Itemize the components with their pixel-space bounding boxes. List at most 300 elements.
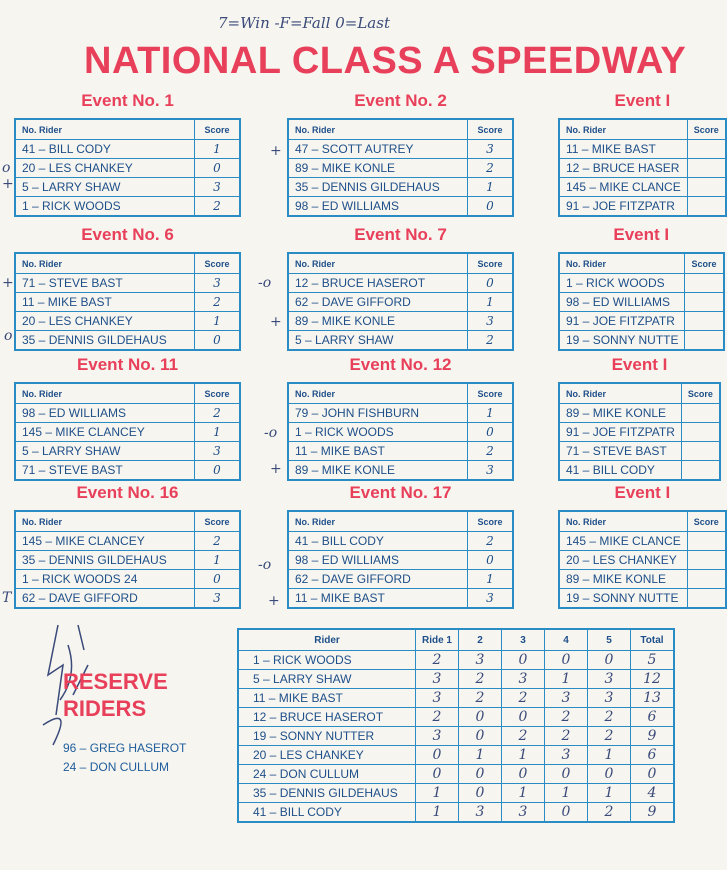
table-row	[559, 331, 724, 351]
event-card	[14, 483, 241, 609]
rider-score: 0	[195, 570, 241, 589]
table-row	[288, 404, 513, 423]
event-title: Event I	[614, 483, 671, 502]
table-row	[238, 689, 674, 708]
margin-mark: -o	[258, 275, 272, 291]
rider-name: 12 – BRUCE HASEROT	[288, 274, 468, 293]
table-row	[15, 140, 240, 159]
rider-name: 145 – MIKE CLANCEY	[15, 532, 195, 551]
rider-score	[685, 312, 724, 331]
ride-score: 0	[502, 765, 545, 784]
ride-score: 1	[588, 746, 631, 765]
event-card	[14, 355, 241, 481]
ride-score: 2	[545, 727, 588, 746]
ride-score: 3	[416, 670, 459, 689]
ride-score: 3	[545, 689, 588, 708]
rider-score: 2	[468, 532, 514, 551]
rider-name: 19 – SONNY NUTTE	[559, 589, 687, 609]
rider-name: 98 – ED WILLIAMS	[559, 293, 685, 312]
rider-name: 19 – SONNY NUTTER	[238, 727, 416, 746]
rider-score: 2	[468, 159, 514, 178]
table-row	[238, 708, 674, 727]
rider-score: 2	[195, 532, 241, 551]
rider-name: 20 – LES CHANKEY	[15, 312, 195, 331]
rider-score: 0	[468, 423, 514, 442]
table-row	[559, 140, 726, 159]
col-no-rider: No. Rider	[288, 511, 468, 532]
rider-name: 79 – JOHN FISHBURN	[288, 404, 468, 423]
event-card	[558, 225, 725, 351]
col-ride5: 5	[588, 629, 631, 651]
event-title: Event I	[611, 355, 668, 374]
rider-name: 35 – DENNIS GILDEHAUS	[238, 784, 416, 803]
table-row	[559, 404, 720, 423]
rider-name: 91 – JOE FITZPATR	[559, 312, 685, 331]
col-no-rider: No. Rider	[15, 511, 195, 532]
event-title: Event No. 6	[81, 225, 174, 244]
reserve-riders-list	[63, 739, 186, 777]
reserve-rider: 96 – GREG HASEROT	[63, 741, 187, 755]
col-no-rider: No. Rider	[15, 253, 195, 274]
table-row	[288, 589, 513, 609]
margin-mark: T	[2, 590, 12, 606]
table-row	[288, 178, 513, 197]
rider-score: 1	[468, 293, 514, 312]
col-no-rider: No. Rider	[288, 383, 468, 404]
rider-score	[685, 293, 724, 312]
rider-name: 89 – MIKE KONLE	[288, 461, 468, 481]
rider-name: 20 – LES CHANKEY	[15, 159, 195, 178]
table-row	[559, 159, 726, 178]
event-title: Event No. 16	[76, 483, 179, 502]
rider-name: 35 – DENNIS GILDEHAUS	[15, 331, 195, 351]
table-row	[288, 423, 513, 442]
rider-name: 20 – LES CHANKEY	[559, 551, 687, 570]
col-no-rider: No. Rider	[15, 383, 195, 404]
event-card	[14, 91, 241, 217]
table-row	[15, 404, 240, 423]
ride-score: 0	[502, 651, 545, 670]
rider-score: 1	[195, 423, 241, 442]
rider-score: 2	[468, 331, 514, 351]
table-row	[15, 570, 240, 589]
event-table	[14, 252, 241, 351]
event-table	[14, 510, 241, 609]
ride-score: 2	[416, 708, 459, 727]
table-row	[288, 293, 513, 312]
rider-name: 145 – MIKE CLANCE	[559, 178, 687, 197]
col-score: Score	[195, 383, 241, 404]
ride-score: 1	[545, 670, 588, 689]
table-row	[15, 331, 240, 351]
ride-score: 2	[502, 727, 545, 746]
table-row	[288, 197, 513, 217]
rider-score	[681, 442, 720, 461]
rider-total: 9	[631, 803, 675, 823]
rider-name: 71 – STEVE BAST	[559, 442, 681, 461]
margin-mark: -o	[258, 557, 272, 573]
ride-score: 0	[459, 784, 502, 803]
rider-name: 5 – LARRY SHAW	[288, 331, 468, 351]
rider-name: 11 – MIKE BAST	[288, 589, 468, 609]
reserve-rider: 24 – DON CULLUM	[63, 760, 170, 774]
rider-name: 41 – BILL CODY	[15, 140, 195, 159]
rider-score: 3	[468, 461, 514, 481]
col-no-rider: No. Rider	[288, 119, 468, 140]
table-row	[15, 293, 240, 312]
col-no-rider: No. Rider	[559, 511, 687, 532]
event-card	[287, 483, 514, 609]
col-score: Score	[685, 253, 724, 274]
ride-score: 3	[416, 727, 459, 746]
table-row	[238, 803, 674, 823]
table-row	[288, 442, 513, 461]
rider-score: 1	[468, 178, 514, 197]
table-row	[15, 423, 240, 442]
col-total: Total	[631, 629, 675, 651]
rider-score	[685, 331, 724, 351]
ride-score: 0	[502, 708, 545, 727]
col-rider: Rider	[238, 629, 416, 651]
event-card	[287, 91, 514, 217]
event-card	[287, 225, 514, 351]
rider-score: 3	[195, 178, 241, 197]
margin-mark: +	[2, 176, 14, 192]
table-row	[15, 178, 240, 197]
ride-score: 0	[545, 651, 588, 670]
rider-score: 2	[468, 442, 514, 461]
table-row	[15, 312, 240, 331]
event-title: Event No. 17	[349, 483, 452, 502]
ride-score: 2	[588, 803, 631, 823]
ride-score: 3	[588, 670, 631, 689]
col-score: Score	[687, 119, 726, 140]
col-no-rider: No. Rider	[559, 253, 685, 274]
ride-score: 2	[588, 727, 631, 746]
event-table	[287, 118, 514, 217]
rider-score	[687, 178, 726, 197]
table-row	[15, 159, 240, 178]
event-card	[558, 355, 721, 481]
rider-name: 98 – ED WILLIAMS	[15, 404, 195, 423]
ride-score: 0	[459, 765, 502, 784]
ride-score: 3	[459, 803, 502, 823]
col-score: Score	[468, 253, 514, 274]
ride-score: 2	[545, 708, 588, 727]
rider-score	[681, 461, 720, 481]
rider-name: 91 – JOE FITZPATR	[559, 423, 681, 442]
ride-score: 3	[545, 746, 588, 765]
table-row	[559, 293, 724, 312]
rider-score: 1	[468, 404, 514, 423]
reserve-title-line1: RESERVE	[63, 669, 168, 694]
table-row	[288, 532, 513, 551]
rider-total: 9	[631, 727, 675, 746]
margin-mark: +	[270, 461, 282, 477]
margin-mark: +	[270, 314, 282, 330]
table-row	[238, 746, 674, 765]
table-row	[238, 727, 674, 746]
table-row	[288, 140, 513, 159]
table-row	[238, 670, 674, 689]
table-row	[559, 178, 726, 197]
table-row	[559, 570, 726, 589]
col-score: Score	[468, 511, 514, 532]
rider-name: 62 – DAVE GIFFORD	[15, 589, 195, 609]
event-table	[287, 252, 514, 351]
margin-mark: -o	[264, 425, 278, 441]
event-table	[14, 382, 241, 481]
rider-name: 35 – DENNIS GILDEHAUS	[288, 178, 468, 197]
rider-score: 2	[195, 197, 241, 217]
event-title: Event No. 12	[349, 355, 452, 374]
col-no-rider: No. Rider	[288, 253, 468, 274]
rider-name: 11 – MIKE BAST	[238, 689, 416, 708]
ride-score: 0	[416, 765, 459, 784]
event-card	[287, 355, 514, 481]
table-row	[238, 765, 674, 784]
rider-score: 1	[195, 140, 241, 159]
rider-score: 0	[468, 197, 514, 217]
rider-score: 0	[195, 159, 241, 178]
rider-score: 3	[468, 589, 514, 609]
col-ride3: 3	[502, 629, 545, 651]
table-row	[288, 274, 513, 293]
event-table	[558, 510, 727, 609]
rider-name: 41 – BILL CODY	[288, 532, 468, 551]
rider-total: 6	[631, 746, 675, 765]
rider-score: 1	[468, 570, 514, 589]
table-row	[559, 589, 726, 609]
rider-score	[687, 589, 726, 609]
event-title: Event I	[614, 91, 671, 110]
event-title: Event No. 1	[81, 91, 174, 110]
rider-total: 13	[631, 689, 675, 708]
ride-score: 2	[588, 708, 631, 727]
rider-score: 3	[195, 274, 241, 293]
rider-name: 89 – MIKE KONLE	[559, 404, 681, 423]
rider-name: 12 – BRUCE HASEROT	[238, 708, 416, 727]
rider-total: 4	[631, 784, 675, 803]
event-title: Event No. 7	[354, 225, 447, 244]
table-row	[288, 159, 513, 178]
table-row	[559, 312, 724, 331]
rider-score	[687, 159, 726, 178]
table-row	[15, 532, 240, 551]
rider-name: 89 – MIKE KONLE	[288, 312, 468, 331]
rider-name: 41 – BILL CODY	[559, 461, 681, 481]
rider-name: 19 – SONNY NUTTE	[559, 331, 685, 351]
table-row	[559, 532, 726, 551]
event-table	[558, 252, 725, 351]
event-title: Event No. 11	[76, 355, 179, 374]
rider-score: 2	[195, 404, 241, 423]
margin-mark: +	[268, 593, 280, 609]
event-card	[14, 225, 241, 351]
rider-total: 6	[631, 708, 675, 727]
rider-score	[687, 197, 726, 217]
rider-score: 1	[195, 551, 241, 570]
event-table	[14, 118, 241, 217]
event-title: Event No. 2	[354, 91, 447, 110]
table-row	[559, 423, 720, 442]
ride-score: 3	[459, 651, 502, 670]
col-score: Score	[687, 511, 726, 532]
rider-name: 98 – ED WILLIAMS	[288, 197, 468, 217]
event-table	[558, 118, 727, 217]
table-row	[559, 442, 720, 461]
rider-name: 89 – MIKE KONLE	[288, 159, 468, 178]
rider-score: 3	[195, 589, 241, 609]
rider-name: 11 – MIKE BAST	[288, 442, 468, 461]
ride-score: 2	[459, 689, 502, 708]
table-row	[15, 197, 240, 217]
ride-score: 1	[502, 746, 545, 765]
col-no-rider: No. Rider	[559, 383, 681, 404]
rider-name: 98 – ED WILLIAMS	[288, 551, 468, 570]
rider-name: 11 – MIKE BAST	[15, 293, 195, 312]
col-ride2: 2	[459, 629, 502, 651]
table-row	[288, 551, 513, 570]
rider-name: 41 – BILL CODY	[238, 803, 416, 823]
col-ride1: Ride 1	[416, 629, 459, 651]
rider-score	[687, 551, 726, 570]
table-row	[15, 551, 240, 570]
rider-name: 62 – DAVE GIFFORD	[288, 570, 468, 589]
rider-name: 1 – RICK WOODS	[15, 197, 195, 217]
table-row	[559, 274, 724, 293]
col-score: Score	[468, 383, 514, 404]
rider-name: 71 – STEVE BAST	[15, 274, 195, 293]
rider-name: 5 – LARRY SHAW	[238, 670, 416, 689]
ride-score: 0	[588, 651, 631, 670]
col-score: Score	[195, 119, 241, 140]
rider-score	[687, 570, 726, 589]
col-no-rider: No. Rider	[559, 119, 687, 140]
rider-score: 0	[468, 551, 514, 570]
ride-score: 0	[416, 746, 459, 765]
rider-name: 145 – MIKE CLANCEY	[15, 423, 195, 442]
rider-total: 0	[631, 765, 675, 784]
margin-mark: o	[4, 328, 13, 344]
rider-score: 3	[468, 140, 514, 159]
rider-score	[687, 140, 726, 159]
margin-mark: o	[2, 160, 11, 176]
rider-name: 91 – JOE FITZPATR	[559, 197, 687, 217]
table-row	[288, 570, 513, 589]
page-title: NATIONAL CLASS A SPEEDWAY	[84, 40, 687, 82]
ride-score: 1	[502, 784, 545, 803]
col-score: Score	[468, 119, 514, 140]
event-table	[287, 382, 514, 481]
table-row	[15, 461, 240, 481]
margin-mark: +	[2, 275, 14, 291]
rider-name: 1 – RICK WOODS	[238, 651, 416, 670]
table-row	[238, 651, 674, 670]
ride-score: 1	[416, 803, 459, 823]
rider-score: 0	[195, 461, 241, 481]
ride-score: 0	[459, 708, 502, 727]
rider-score	[685, 274, 724, 293]
ride-score: 0	[588, 765, 631, 784]
event-title: Event I	[613, 225, 670, 244]
rider-name: 89 – MIKE KONLE	[559, 570, 687, 589]
ride-score: 3	[502, 803, 545, 823]
rider-name: 11 – MIKE BAST	[559, 140, 687, 159]
rider-name: 35 – DENNIS GILDEHAUS	[15, 551, 195, 570]
rider-score	[687, 532, 726, 551]
ride-score: 0	[545, 803, 588, 823]
rider-score: 0	[468, 274, 514, 293]
rider-score: 1	[195, 312, 241, 331]
ride-score: 2	[416, 651, 459, 670]
table-row	[238, 784, 674, 803]
ride-score: 2	[502, 689, 545, 708]
rider-name: 12 – BRUCE HASER	[559, 159, 687, 178]
rider-name: 62 – DAVE GIFFORD	[288, 293, 468, 312]
table-row	[559, 197, 726, 217]
rider-name: 145 – MIKE CLANCE	[559, 532, 687, 551]
rider-name: 20 – LES CHANKEY	[238, 746, 416, 765]
rider-name: 1 – RICK WOODS 24	[15, 570, 195, 589]
rider-name: 5 – LARRY SHAW	[15, 442, 195, 461]
col-ride4: 4	[545, 629, 588, 651]
table-row	[559, 461, 720, 481]
col-score: Score	[195, 511, 241, 532]
col-score: Score	[681, 383, 720, 404]
rider-score: 0	[195, 331, 241, 351]
ride-score: 2	[459, 670, 502, 689]
rider-score: 3	[468, 312, 514, 331]
rider-score: 2	[195, 293, 241, 312]
ride-score: 0	[459, 727, 502, 746]
table-row	[288, 312, 513, 331]
rider-name: 47 – SCOTT AUTREY	[288, 140, 468, 159]
margin-mark: +	[270, 143, 282, 159]
table-row	[559, 551, 726, 570]
reserve-riders-heading	[63, 668, 168, 722]
col-score: Score	[195, 253, 241, 274]
table-row	[15, 442, 240, 461]
ride-score: 0	[545, 765, 588, 784]
ride-score: 1	[416, 784, 459, 803]
rider-total: 12	[631, 670, 675, 689]
handwritten-note: 7=Win -F=Fall 0=Last	[218, 14, 390, 32]
rider-score: 3	[195, 442, 241, 461]
rider-score	[681, 404, 720, 423]
ride-score: 1	[459, 746, 502, 765]
event-card	[558, 483, 727, 609]
event-card	[558, 91, 727, 217]
rider-name: 24 – DON CULLUM	[238, 765, 416, 784]
table-row	[288, 461, 513, 481]
rider-name: 5 – LARRY SHAW	[15, 178, 195, 197]
table-row	[288, 331, 513, 351]
rider-name: 1 – RICK WOODS	[559, 274, 685, 293]
table-row	[15, 274, 240, 293]
ride-score: 3	[588, 689, 631, 708]
rider-name: 71 – STEVE BAST	[15, 461, 195, 481]
col-no-rider: No. Rider	[15, 119, 195, 140]
rider-total: 5	[631, 651, 675, 670]
event-table	[558, 382, 721, 481]
rider-totals-table	[237, 628, 675, 823]
ride-score: 3	[502, 670, 545, 689]
event-table	[287, 510, 514, 609]
reserve-title-line2: RIDERS	[63, 696, 147, 721]
rider-score	[681, 423, 720, 442]
ride-score: 3	[416, 689, 459, 708]
